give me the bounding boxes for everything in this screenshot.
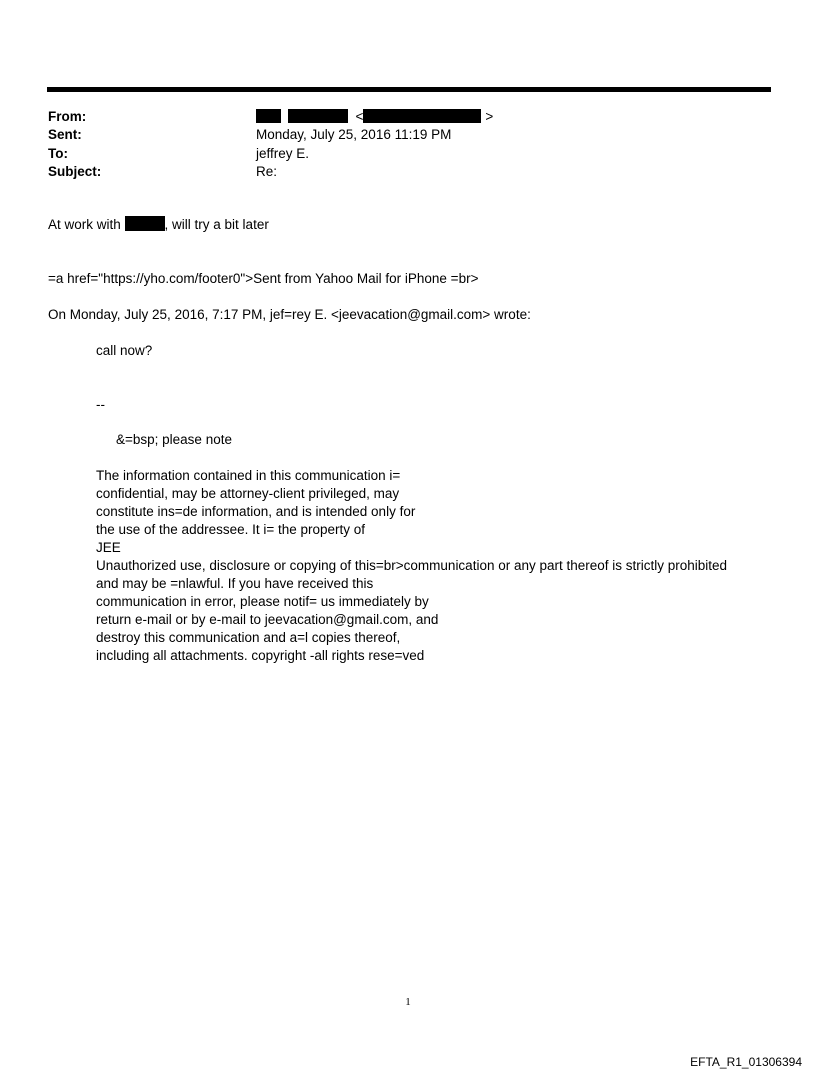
from-email-close: > — [485, 109, 494, 124]
disclaimer-line: confidential, may be attorney-client privileged, may — [96, 486, 400, 501]
disclaimer-line: return e-mail or by e-mail to jeevacation@gmail.com, and — [96, 612, 439, 627]
bates-number: EFTA_R1_01306394 — [690, 1055, 802, 1069]
subject-label: Subject: — [48, 164, 102, 179]
disclaimer-line: the use of the addressee. It i= the property of — [96, 522, 366, 537]
disclaimer-line: constitute ins=de information, and is intended only for — [96, 504, 416, 519]
quoted-call-now: call now? — [96, 343, 153, 358]
from-email-open: < — [355, 109, 364, 124]
disclaimer-line: Unauthorized use, disclosure or copying of this=br>communication or any part thereof is strictly prohibited — [96, 558, 728, 573]
disclaimer-line: destroy this communication and a=l copies thereof, — [96, 630, 401, 645]
sent-value: Monday, July 25, 2016 11:19 PM — [256, 127, 452, 142]
from-value — [256, 108, 493, 126]
quoted-signature-dashes: -- — [96, 397, 105, 412]
disclaimer-line: and may be =nlawful. If you have received this — [96, 576, 374, 591]
page-number: 1 — [405, 996, 411, 1008]
quote-intro: On Monday, July 25, 2016, 7:17 PM, jef=rey E. <jeevacation@gmail.com> wrote: — [48, 307, 531, 322]
disclaimer-line: JEE — [96, 540, 121, 555]
disclaimer-line: including all attachments. copyright -all rights rese=ved — [96, 648, 425, 663]
redaction-block — [125, 216, 165, 231]
body-line-1 — [48, 216, 269, 234]
header-rule — [47, 87, 771, 92]
yahoo-footer-line: =a href="https://yho.com/footer0">Sent from Yahoo Mail for iPhone =br> — [48, 271, 479, 286]
body-line-1-prefix: At work with — [48, 217, 121, 232]
disclaimer-line: The information contained in this communication i= — [96, 468, 401, 483]
redaction-block — [288, 109, 348, 123]
to-label: To: — [48, 146, 68, 161]
subject-value: Re: — [256, 164, 278, 179]
body-line-1-suffix: , will try a bit later — [164, 217, 269, 232]
redaction-block — [363, 109, 481, 123]
to-value: jeffrey E. — [256, 146, 310, 161]
quoted-please-note: &=bsp; please note — [116, 432, 232, 447]
disclaimer-line: communication in error, please notif= us immediately by — [96, 594, 429, 609]
from-label: From: — [48, 109, 87, 124]
sent-label: Sent: — [48, 127, 82, 142]
redaction-block — [256, 109, 281, 123]
